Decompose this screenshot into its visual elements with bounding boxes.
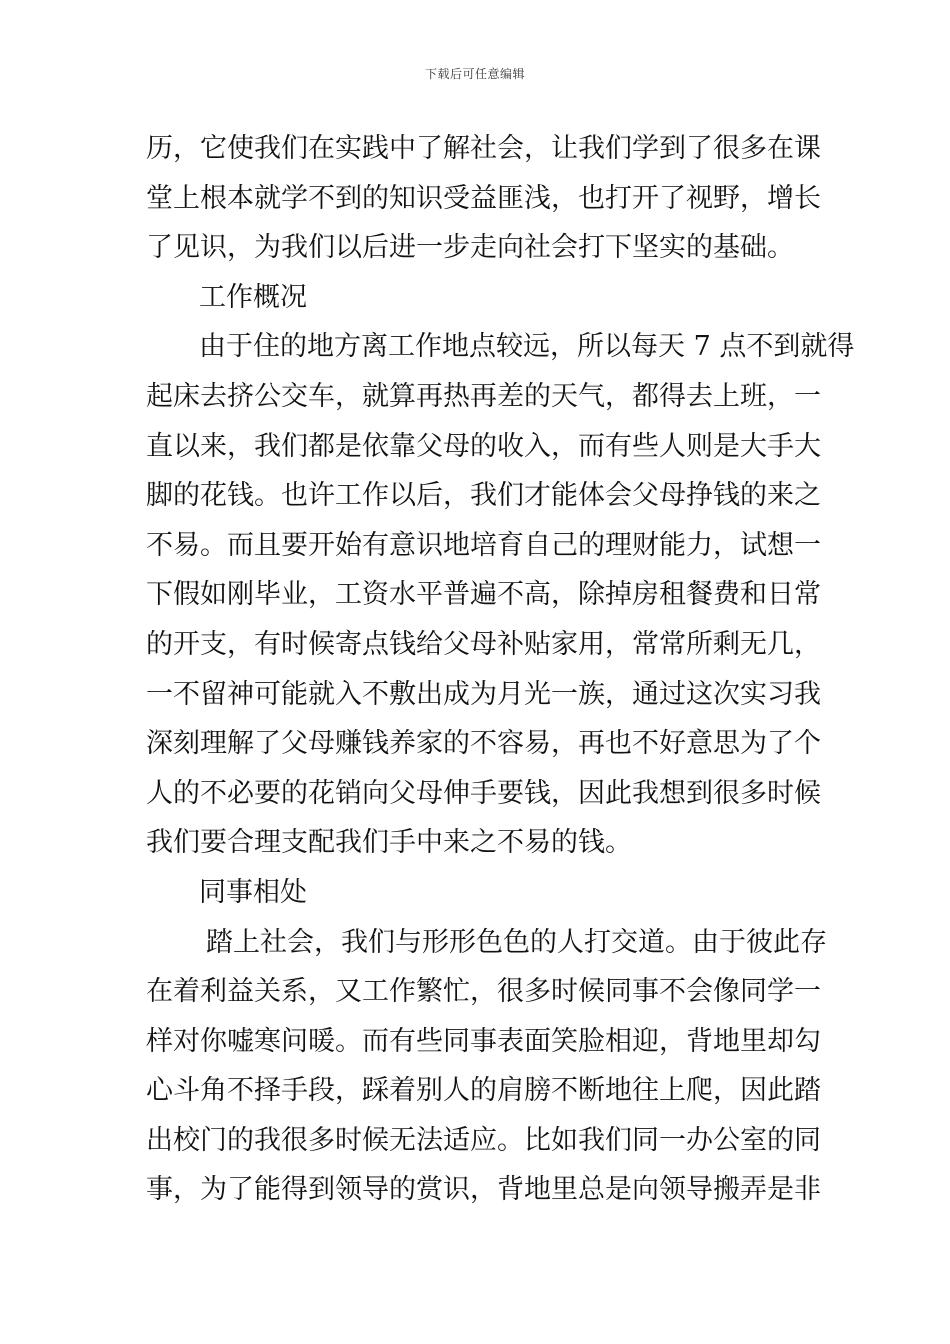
text-line: 起床去挤公交车，就算再热再差的天气，都得去上班，一 bbox=[146, 380, 821, 412]
text-line: 下假如刚毕业，工资水平普遍不高，除掉房租餐费和日常 bbox=[146, 579, 821, 611]
text-line: 不易。而且要开始有意识地培育自己的理财能力，试想一 bbox=[146, 529, 821, 561]
text-line: 样对你嘘寒问暖。而有些同事表面笑脸相迎，背地里却勾 bbox=[146, 1025, 821, 1057]
section-heading-work-overview: 工作概况 bbox=[199, 281, 307, 313]
page-header: 下载后可任意编辑 bbox=[424, 67, 525, 81]
text-line: 事，为了能得到领导的赏识，背地里总是向领导搬弄是非 bbox=[146, 1174, 821, 1206]
text-line: 出校门的我很多时候无法适应。比如我们同一办公室的同 bbox=[146, 1124, 821, 1156]
text-line: 脚的花钱。也许工作以后，我们才能体会父母挣钱的来之 bbox=[146, 480, 821, 512]
text-line: 由于住的地方离工作地点较远，所以每天 7 点不到就得 bbox=[199, 331, 855, 363]
text-line: 历，它使我们在实践中了解社会，让我们学到了很多在课 bbox=[146, 133, 821, 164]
text-line: 的开支，有时候寄点钱给父母补贴家用，常常所剩无几， bbox=[146, 628, 821, 660]
text-line: 心斗角不择手段，踩着别人的肩膀不断地往上爬，因此踏 bbox=[146, 1075, 821, 1107]
text-line: 堂上根本就学不到的知识受益匪浅，也打开了视野，增长 bbox=[146, 182, 821, 214]
document-body bbox=[146, 124, 855, 1215]
text-line: 了见识，为我们以后进一步走向社会打下坚实的基础。 bbox=[146, 232, 794, 264]
section-heading-colleagues: 同事相处 bbox=[199, 876, 307, 908]
text-line: 人的不必要的花销向父母伸手要钱，因此我想到很多时候 bbox=[146, 777, 821, 809]
text-line: 我们要合理支配我们手中来之不易的钱。 bbox=[146, 827, 632, 859]
text-line: 在着利益关系，又工作繁忙，很多时候同事不会像同学一 bbox=[146, 976, 821, 1008]
text-line: 踏上社会，我们与形形色色的人打交道。由于彼此存 bbox=[206, 926, 827, 958]
text-line: 深刻理解了父母赚钱养家的不容易，再也不好意思为了个 bbox=[146, 728, 821, 760]
text-line: 一不留神可能就入不敷出成为月光一族，通过这次实习我 bbox=[146, 678, 821, 710]
text-line: 直以来，我们都是依靠父母的收入，而有些人则是大手大 bbox=[146, 430, 821, 462]
